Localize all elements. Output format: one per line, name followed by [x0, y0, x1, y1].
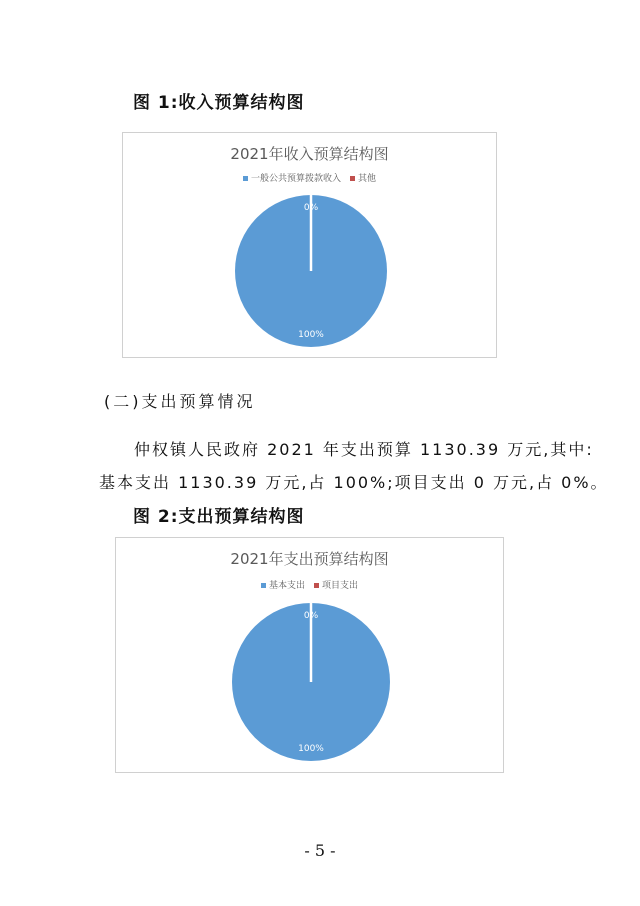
data-label-0: 100%	[298, 744, 324, 754]
legend-label: 一般公共预算拨款收入	[251, 174, 342, 184]
chart-title: 2021年收入预算结构图	[230, 145, 389, 163]
expense-pie-chart	[115, 537, 504, 773]
pie-canvas	[116, 538, 503, 772]
figure1-caption: 图 1:收入预算结构图	[133, 93, 305, 113]
legend-label: 其他	[357, 174, 376, 184]
figure2-caption: 图 2:支出预算结构图	[133, 507, 305, 527]
data-label-1: 0%	[303, 203, 319, 213]
legend-label: 项目支出	[321, 581, 358, 591]
page-number: - 5 -	[304, 841, 336, 860]
chart-title: 2021年支出预算结构图	[230, 550, 389, 568]
paragraph-line-1: 仲权镇人民政府 2021 年支出预算 1130.39 万元,其中:	[134, 440, 594, 459]
data-label-1: 0%	[303, 611, 319, 621]
legend-label: 基本支出	[269, 581, 306, 591]
data-label-0: 100%	[298, 330, 324, 340]
section-heading: (二)支出预算情况	[104, 392, 256, 411]
income-pie-chart	[122, 132, 497, 358]
paragraph-line-2: 基本支出 1130.39 万元,占 100%;项目支出 0 万元,占 0%。	[99, 473, 609, 492]
pie-canvas	[123, 133, 496, 357]
